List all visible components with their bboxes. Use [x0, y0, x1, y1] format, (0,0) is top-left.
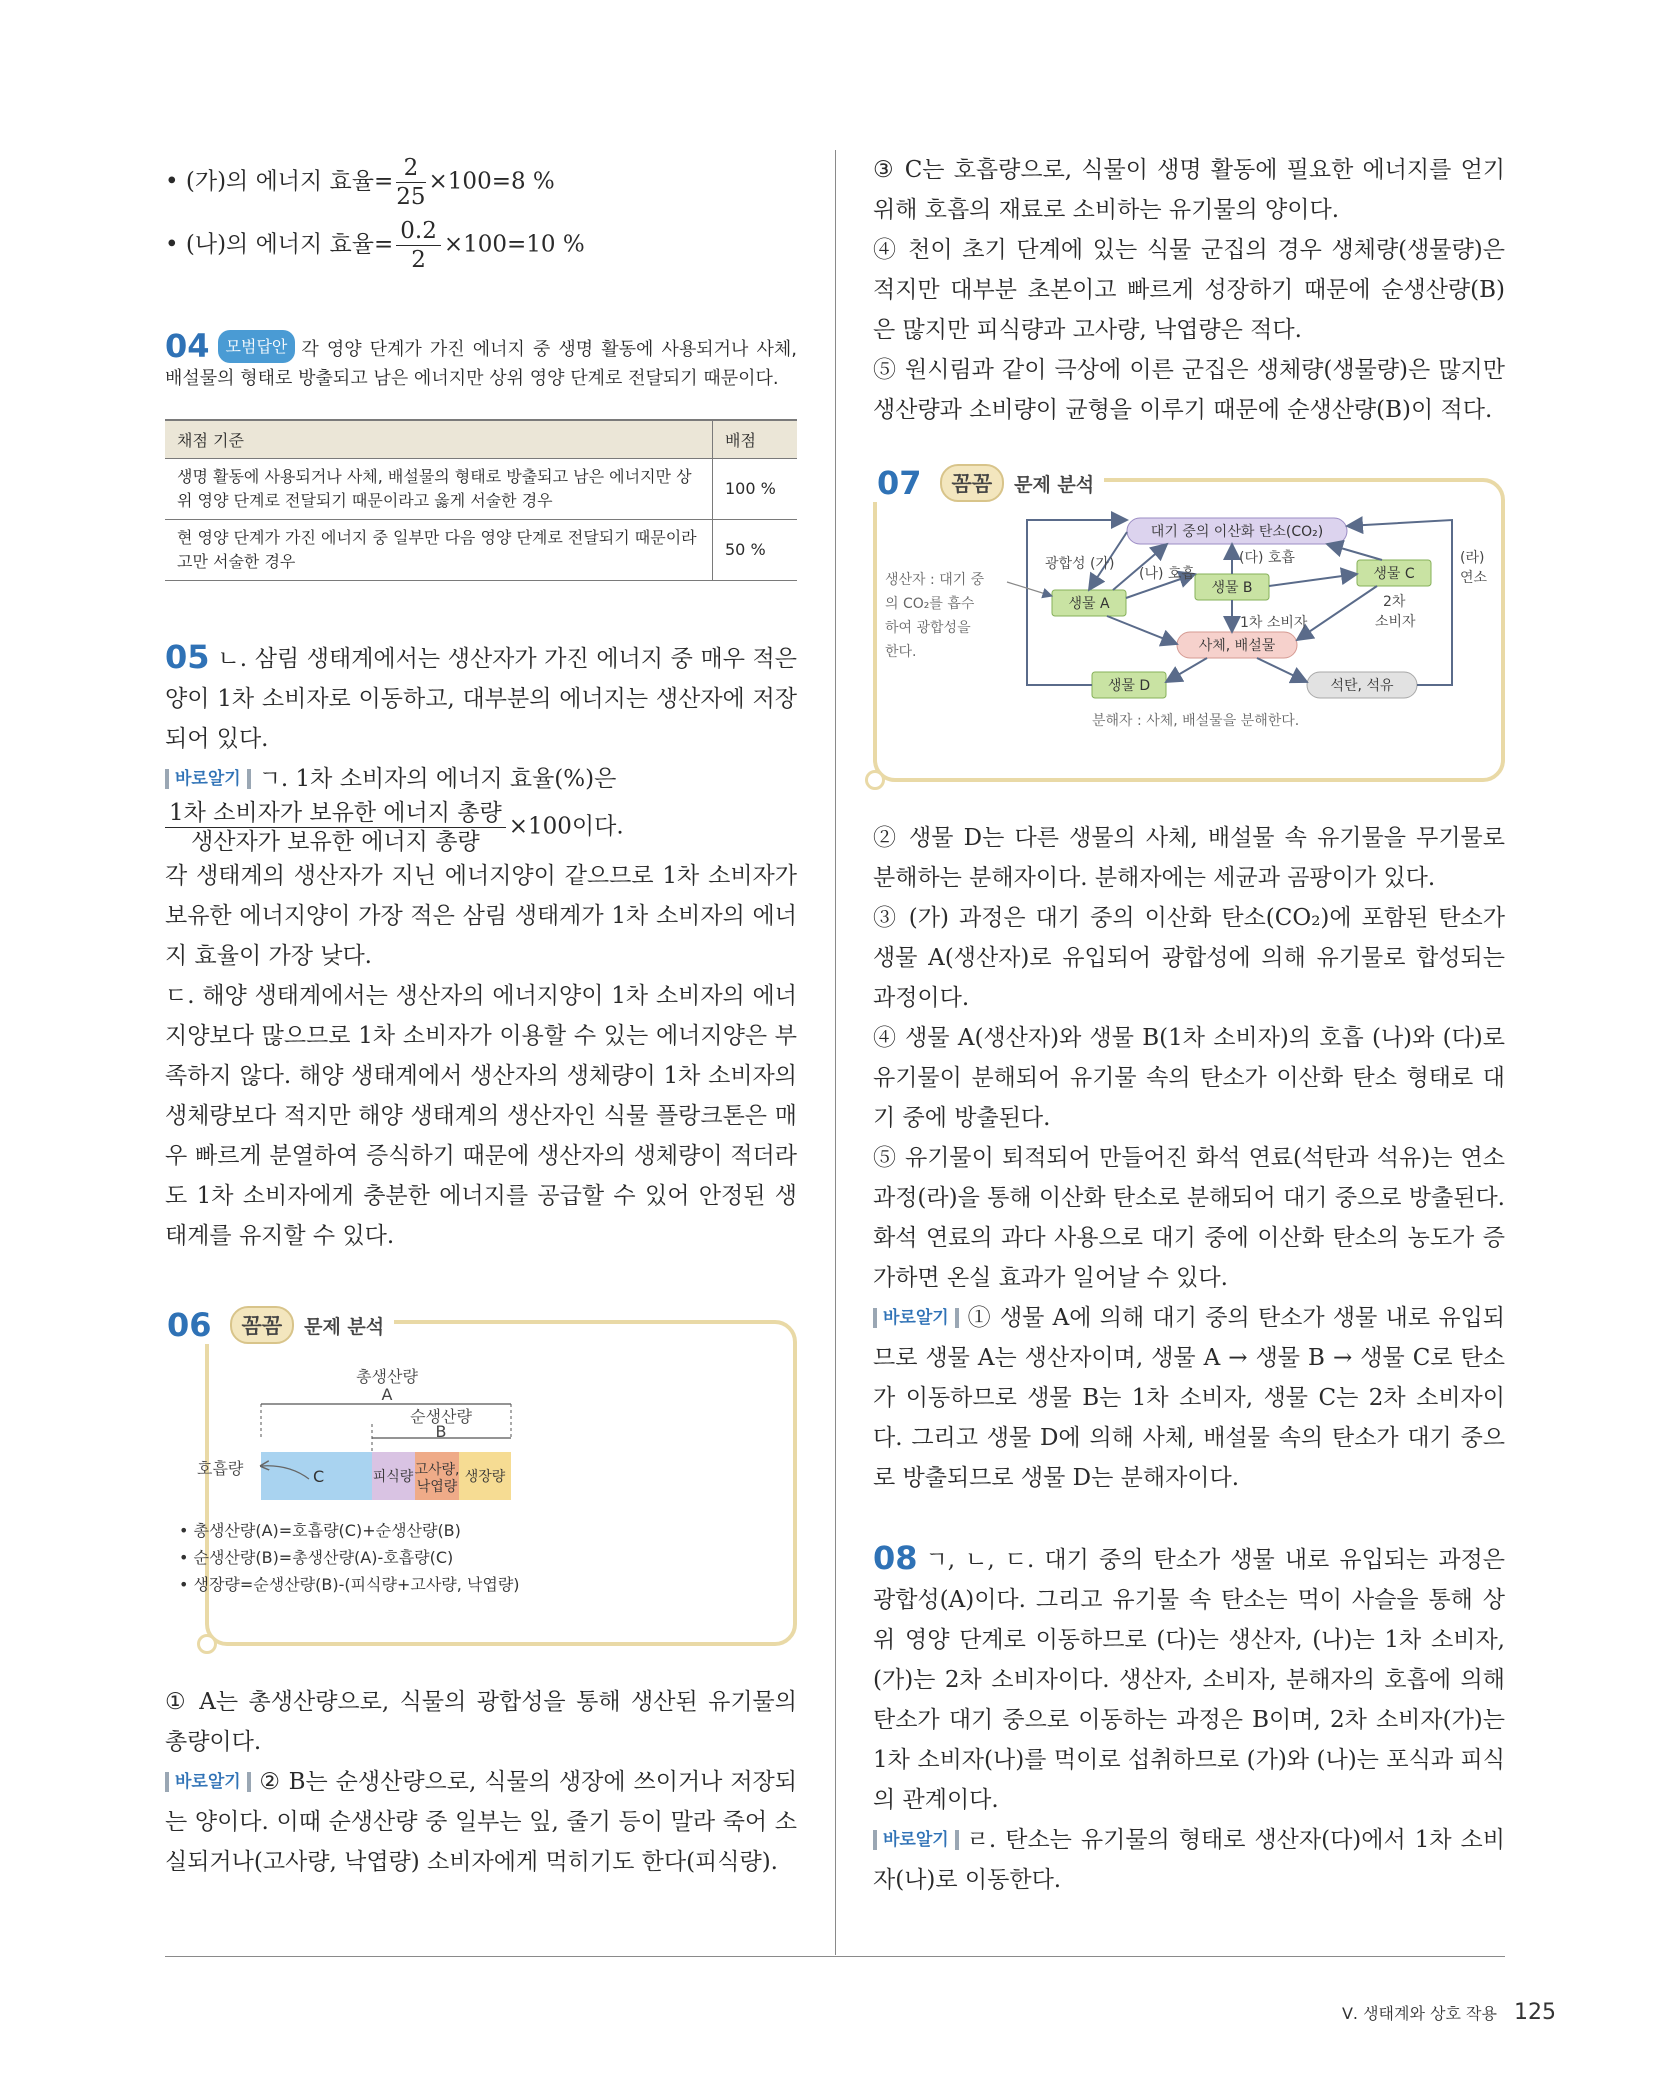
table-header: 배점 [713, 420, 798, 459]
table-row [165, 520, 797, 581]
fraction-numerator: 2 [396, 154, 425, 183]
question-number: 05 [165, 638, 210, 676]
analysis-title: 문제 분석 [304, 1315, 385, 1338]
producer-note-2: 의 CO₂를 흡수 [885, 596, 975, 612]
scoring-table [165, 419, 797, 581]
question-number: 07 [877, 464, 922, 502]
decomposer-note: 분해자 : 사체, 배설물을 분해한다. [1092, 713, 1300, 729]
consumer-2-label-1: 2차 [1383, 594, 1406, 610]
ggom-badge: 꼼꼼 [230, 1306, 295, 1344]
ra-label: (라) [1460, 550, 1485, 566]
question-08: 08 ㄱ, ㄴ, ㄷ. 대기 중의 탄소가 생물 내로 유입되는 과정은 광합성(A)이다. 그리고 유기물 속 탄소는 먹이 사슬을 통해 상위 영양 단계로 이동하므로 (다)는 생산자, (나)는 1차 소비자, (가)는 2차 소비자이다. 생산자, 소비자, 분해자의 호흡에 의해 탄소가 대기 중으로 이동하는 과정은 B이며, 2차 소비자(가)는 1차 소비자(나)를 먹이로 섭취하므로 (가)와 (나)는 포식과 피식의 관계이다. 바로알기 ㄹ. 탄소는 유기물의 형태로 생산자(다)에서 1차 소비자(나)로 이동한다. [873, 1539, 1505, 1893]
table-cell: 현 영양 단계가 가진 에너지 중 일부만 다음 영양 단계로 전달되기 때문이라고만 서술한 경우 [165, 520, 713, 581]
net-production-label: 순생산량 [410, 1407, 472, 1426]
c-to-dead-arrow [1297, 586, 1377, 640]
a-to-dead-arrow [1107, 616, 1177, 644]
total-production-label: 총생산량 [356, 1367, 418, 1386]
left-column [165, 150, 797, 1882]
photosynthesis-label: 광합성 (가) [1045, 556, 1115, 572]
question-number: 08 [873, 1539, 918, 1577]
fraction-denominator: 25 [396, 184, 426, 210]
consumer-1-label: 1차 소비자 [1240, 615, 1308, 631]
table-header: 채점 기준 [165, 420, 713, 459]
problem-analysis-box [873, 464, 1505, 782]
co2-label: 대기 중의 이산화 탄소(CO₂) [1150, 524, 1324, 540]
consumer-efficiency-formula: $\frac{\text{1차 소비자가 보유한 에너지 총량}}{\text{생산자가 보유한 에너지 총량}}$ ×100이다. [165, 799, 797, 856]
bullet-1: • 총생산량(A)=호흡량(C)+순생산량(B) [179, 1521, 461, 1540]
predation-label: 피식량 [372, 1469, 414, 1485]
dead-to-d-arrow [1166, 658, 1207, 682]
fraction-denominator: 2 [411, 247, 426, 273]
right-column: ③ C는 호흡량으로, 식물이 생명 활동에 필요한 에너지를 얻기 위해 호흡의 재료로 소비하는 유기물의 양이다. ④ 천이 초기 단계에 있는 식물 군집의 경우 생체량(생물량)은 적지만 대부분 초본이고 빠르게 성장하기 때문에 순생산량(B)은 많지만 피식량과 고사량, 낙엽량은 적다. ⑤ 원시림과 같이 극상에 이른 군집은 생체량(생물량)은 많지만 생산량과 소비량이 균형을 이루기 때문에 순생산량(B)이 적다. 07 꼼꼼 문제 분석 대기 중의 이산화 탄소(CO₂) 생물 A 생물 B 생물 C 사체, 배설물 생물 D 석탄, 석유 광합성 (가) (나) 호흡 (다) 호흡 1차 소비자 2차 소비자 (라) 연소 생산자 : 대기 중 의 CO₂를 흡수 하여 광합성을 한다. 분해자 : 사체, 배설물을 분해한다. ② 생물 D는 다른 생물의 사체, 배설물 속 유기물을 무기물로 분해하는 분해자이다. 분해자에는 세균과 곰팡이가 있다. ③ (가) 과정은 대기 중의 이산화 탄소(CO₂)에 포함된 탄소가 생물 A(생산자)로 유입되어 광합성에 의해 유기물로 합성되는 과정이다. ④ 생물 A(생산자)와 생물 B(1차 소비자)의 호흡 (나)와 (다)로 유기물이 분해되어 유기물 속의 탄소가 이산화 탄소 형태로 대기 중에 방출된다. ⑤ 유기물이 퇴적되어 만들어진 화석 연료(석탄과 석유)는 연소 과정(라)을 통해 이산화 탄소로 분해되어 대기 중으로 방출된다. 화석 연료의 과다 사용으로 대기 중에 이산화 탄소의 농도가 증가하면 온실 효과가 일어날 수 있다. 바로알기 ① 생물 A에 의해 대기 중의 탄소가 생물 내로 유입되므로 생물 A는 생산자이며, 생물 A → 생물 B → 생물 C로 탄소가 이동하므로 생물 B는 1차 소비자, 생물 C는 2차 소비자이다. 그리고 생물 D에 의해 사체, 배설물 속의 탄소가 대기 중으로 방출되므로 생물 D는 분해자이다. 08 ㄱ, ㄴ, ㄷ. 대기 중의 탄소가 생물 내로 유입되는 과정은 광합성(A)이다. 그리고 유기물 속 탄소는 먹이 사슬을 통해 상위 영양 단계로 이동하므로 (다)는 생산자, (나)는 1차 소비자, (가)는 2차 소비자이다. 생산자, 소비자, 분해자의 호흡에 의해 탄소가 대기 중으로 이동하는 과정은 B이며, 2차 소비자(가)는 1차 소비자(나)를 먹이로 섭취하므로 (가)와 (나)는 포식과 피식의 관계이다. 바로알기 ㄹ. 탄소는 유기물의 형태로 생산자(다)에서 1차 소비자(나)로 이동한다. [873, 150, 1505, 1900]
dead-label-1: 고사량, [414, 1462, 460, 1478]
table-cell: 100 % [713, 459, 798, 520]
c-respiration-arrow [1327, 544, 1382, 560]
page-number: 125 [1514, 2000, 1556, 2025]
table-header-row [165, 420, 797, 459]
question-04 [165, 327, 797, 581]
producer-note-4: 한다. [885, 644, 917, 660]
question-05: 05 ㄴ. 삼림 생태계에서는 생산자가 가진 에너지 중 매우 적은 양이 1차 소비자로 이동하고, 대부분의 에너지는 생산자에 저장되어 있다. 바로알기 ㄱ. 1차 소비자의 에너지 효율(%)은 $\frac{\text{1차 소비자가 보유한 에너지 총량}}{\text{생산자가 보유한 에너지 총량}}$ ×100이다. 각 생태계의 생산자가 지닌 에너지양이 같으므로 1차 소비자가 보유한 에너지양이 가장 적은 삼림 생태계가 1차 소비자의 에너지 효율이 가장 낮다. ㄷ. 해양 생태계에서는 생산자의 에너지양이 1차 소비자의 에너지양보다 많으므로 1차 소비자가 이용할 수 있는 에너지양은 부족하지 않다. 해양 생태계에서 생산자의 생체량이 1차 소비자의 생체량보다 적지만 해양 생태계의 생산자인 식물 플랑크톤은 매우 빠르게 분열하여 증식하기 때문에 생산자의 생체량이 적더라도 1차 소비자에게 충분한 에너지를 공급할 수 있어 안정된 생태계를 유지할 수 있다. [165, 638, 797, 1249]
table-cell: 생명 활동에 사용되거나 사체, 배설물의 형태로 방출되고 남은 에너지만 상위 영양 단계로 전달되기 때문이라고 옳게 서술한 경우 [165, 459, 713, 520]
dead-matter-label: 사체, 배설물 [1198, 638, 1276, 654]
column-divider [835, 150, 836, 1955]
correction-label: 바로알기 [873, 1830, 959, 1850]
growth-label: 생장량 [464, 1469, 506, 1485]
organism-b-label: 생물 B [1211, 580, 1253, 596]
dead-label-2: 낙엽량 [416, 1479, 458, 1495]
producer-note-3: 하여 광합성을 [885, 620, 971, 636]
box-corner-dot [197, 1634, 217, 1654]
section-title: Ⅴ. 생태계와 상호 작용 [1341, 2004, 1497, 2023]
question-06: 06 꼼꼼 문제 분석 총생산량 A 순생산량 B C 피식량 고사량, 낙엽량 생장량 호흡량 • 총생산량(A)=호흡량(C)+순생산량(B) • 순생산량(B)=총생산량(A)-호흡량(C) • 생장량=순생산량(B)-(피식량+고사량, 낙엽량) ① A는 총생산량으로, 식물의 광합성을 통해 생산된 유기물의 총량이다. 바로알기 ② B는 순생산량으로, 식물의 생장에 쓰이거나 저장되는 양이다. 이때 순생산량 중 일부는 잎, 줄기 등이 말라 죽어 소실되거나(고사량, 낙엽량) 소비자에게 먹히기도 한다(피식량). [165, 1320, 797, 1882]
bullet-2: • 순생산량(B)=총생산량(A)-호흡량(C) [179, 1548, 454, 1567]
organism-c-label: 생물 C [1373, 566, 1415, 582]
question-number: 06 [167, 1306, 212, 1344]
bullet-3: • 생장량=순생산량(B)-(피식량+고사량, 낙엽량) [179, 1575, 520, 1594]
label-a: A [381, 1385, 393, 1404]
footer-rule [165, 1956, 1505, 1957]
consumer-2-label-2: 소비자 [1375, 614, 1416, 630]
table-row [165, 459, 797, 520]
dead-to-fossil-arrow [1257, 658, 1307, 682]
efficiency-formula-ga: • (가)의 에너지 효율= $\frac{2}{25}$ ×100=8 % [165, 155, 555, 210]
model-answer-badge: 모범답안 [218, 330, 296, 363]
model-answer-text: 각 영양 단계가 가진 에너지 중 생명 활동에 사용되거나 사체, 배설물의 형태로 방출되고 남은 에너지만 상위 영양 단계로 전달되기 때문이다. [165, 339, 797, 389]
analysis-title: 문제 분석 [1014, 473, 1095, 496]
producer-note-arrow [1007, 582, 1052, 596]
b-to-c-arrow [1269, 574, 1357, 586]
respiration-label: 호흡량 [197, 1459, 244, 1478]
correction-label: 바로알기 [165, 769, 251, 789]
fraction-denominator: 생산자가 보유한 에너지 총량 [191, 829, 480, 855]
correction-label: 바로알기 [165, 1772, 251, 1792]
fraction-numerator: 1차 소비자가 보유한 에너지 총량 [165, 799, 506, 828]
label-c: C [313, 1467, 325, 1486]
table-cell: 50 % [713, 520, 798, 581]
correction-label: 바로알기 [873, 1308, 959, 1328]
page-footer [1342, 2000, 1556, 2025]
fossil-fuel-label: 석탄, 석유 [1330, 678, 1394, 694]
organism-d-label: 생물 D [1107, 678, 1151, 694]
efficiency-formula-na: • (나)의 에너지 효율= $\frac{0.2}{2}$ ×100=10 % [165, 218, 585, 273]
question-07: 07 꼼꼼 문제 분석 대기 중의 이산화 탄소(CO₂) 생물 A 생물 B 생물 C 사체, 배설물 생물 D 석탄, 석유 광합성 (가) (나) 호흡 (다) 호흡 1차 소비자 2차 소비자 (라) 연소 생산자 : 대기 중 의 CO₂를 흡수 하여 광합성을 한다. 분해자 : 사체, 배설물을 분해한다. ② 생물 D는 다른 생물의 사체, 배설물 속 유기물을 무기물로 분해하는 분해자이다. 분해자에는 세균과 곰팡이가 있다. ③ (가) 과정은 대기 중의 이산화 탄소(CO₂)에 포함된 탄소가 생물 A(생산자)로 유입되어 광합성에 의해 유기물로 합성되는 과정이다. ④ 생물 A(생산자)와 생물 B(1차 소비자)의 호흡 (나)와 (다)로 유기물이 분해되어 유기물 속의 탄소가 이산화 탄소 형태로 대기 중에 방출된다. ⑤ 유기물이 퇴적되어 만들어진 화석 연료(석탄과 석유)는 연소 과정(라)을 통해 이산화 탄소로 분해되어 대기 중으로 방출된다. 화석 연료의 과다 사용으로 대기 중에 이산화 탄소의 농도가 증가하면 온실 효과가 일어날 수 있다. 바로알기 ① 생물 A에 의해 대기 중의 탄소가 생물 내로 유입되므로 생물 A는 생산자이며, 생물 A → 생물 B → 생물 C로 탄소가 이동하므로 생물 B는 1차 소비자, 생물 C는 2차 소비자이다. 그리고 생물 D에 의해 사체, 배설물 속의 탄소가 대기 중으로 방출되므로 생물 D는 분해자이다. [873, 478, 1505, 1498]
ggom-badge: 꼼꼼 [940, 464, 1005, 502]
box-corner-dot [865, 770, 885, 790]
producer-note-1: 생산자 : 대기 중 [885, 572, 985, 588]
fraction-numerator: 0.2 [396, 217, 441, 246]
problem-analysis-box [167, 1306, 797, 1646]
da-respiration-label: (다) 호흡 [1239, 550, 1295, 566]
label-b: B [435, 1422, 447, 1441]
na-respiration-label: (나) 호흡 [1139, 566, 1195, 582]
combustion-label: 연소 [1460, 570, 1488, 586]
question-number: 04 [165, 327, 210, 365]
organism-a-label: 생물 A [1068, 596, 1110, 612]
carbon-cycle-diagram [877, 482, 1501, 772]
